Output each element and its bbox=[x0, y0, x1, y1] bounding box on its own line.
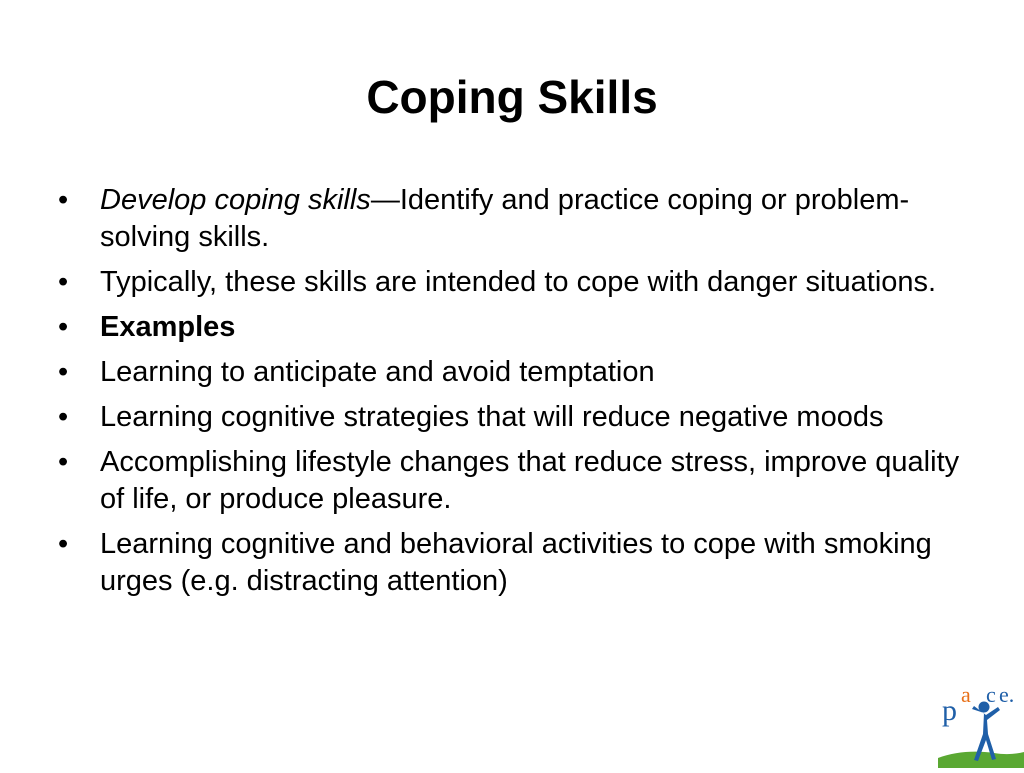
bullet-list bbox=[58, 182, 968, 608]
bullet-item bbox=[58, 182, 968, 256]
bullet-text: Accomplishing lifestyle changes that reduce stress, improve quality of life, or produce pleasure. bbox=[100, 446, 960, 515]
bullet-text: Learning to anticipate and avoid temptation bbox=[100, 356, 655, 388]
bullet-item bbox=[58, 264, 968, 301]
logo-letter-e: e. bbox=[999, 682, 1015, 707]
bullet-text: —Identify and practice coping or problem-solving skills. bbox=[100, 184, 910, 253]
bullet-text: Learning cognitive and behavioral activities to cope with smoking urges (e.g. distracting attention) bbox=[100, 528, 932, 597]
bullet-dot: • bbox=[58, 266, 69, 298]
slide-title: Coping Skills bbox=[366, 71, 658, 123]
bullet-item bbox=[58, 309, 968, 346]
bullet-item bbox=[58, 444, 968, 518]
logo-letter-p: p bbox=[942, 694, 957, 727]
pace-logo-icon bbox=[934, 680, 1024, 768]
bullet-lead-italic: Develop coping skills bbox=[100, 184, 371, 216]
bullet-dot: • bbox=[58, 356, 69, 388]
logo-letter-c: c bbox=[986, 682, 996, 707]
bullet-item bbox=[58, 354, 968, 391]
bullet-text: Typically, these skills are intended to cope with danger situations. bbox=[100, 266, 937, 298]
bullet-dot: • bbox=[58, 401, 69, 433]
bullet-dot: • bbox=[58, 184, 69, 216]
pace-logo bbox=[934, 680, 1024, 768]
bullet-lead-bold: Examples bbox=[100, 311, 236, 343]
logo-letter-a: a bbox=[961, 682, 971, 707]
bullet-dot: • bbox=[58, 446, 69, 478]
bullet-item bbox=[58, 399, 968, 436]
bullet-text: Learning cognitive strategies that will reduce negative moods bbox=[100, 401, 884, 433]
logo-grass bbox=[938, 752, 1024, 768]
bullet-item bbox=[58, 526, 968, 600]
bullet-dot: • bbox=[58, 311, 69, 343]
bullet-dot: • bbox=[58, 528, 69, 560]
